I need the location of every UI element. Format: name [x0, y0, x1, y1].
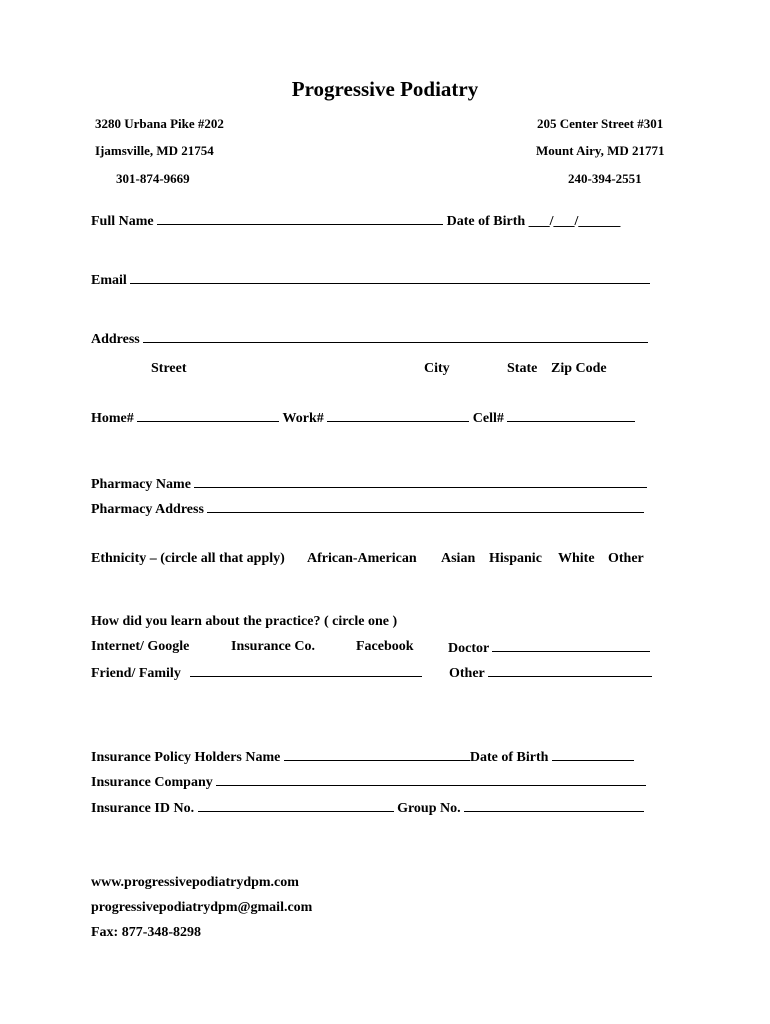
footer-fax: Fax: 877-348-8298	[91, 925, 202, 940]
address-zip-caption: Zip Code	[551, 361, 607, 376]
right-office-street: 205 Center Street #301	[537, 116, 664, 131]
insurance-holder-dob-field[interactable]	[552, 748, 634, 761]
ethnicity-label: Ethnicity – (circle all that apply)	[91, 551, 285, 566]
pharmacy-address-field[interactable]	[207, 500, 644, 513]
right-office-city: Mount Airy, MD 21771	[536, 143, 665, 158]
phone-row	[91, 409, 635, 428]
full-name-field[interactable]	[157, 212, 443, 225]
home-phone-label: Home#	[91, 411, 134, 426]
referral-option-insurance[interactable]: Insurance Co.	[231, 639, 316, 654]
email-field[interactable]	[130, 271, 650, 284]
referral-friend-field[interactable]	[190, 664, 422, 677]
address-state-caption: State	[507, 361, 538, 376]
ethnicity-option-african-american[interactable]: African-American	[307, 551, 417, 566]
group-no-label: Group No.	[397, 801, 461, 816]
email-label: Email	[91, 273, 127, 288]
full-name-label: Full Name	[91, 214, 154, 229]
pharmacy-address-row	[91, 500, 644, 519]
insurance-company-label: Insurance Company	[91, 775, 213, 790]
insurance-holder-row	[91, 748, 634, 767]
cell-phone-label: Cell#	[472, 411, 504, 426]
left-office-city: Ijamsville, MD 21754	[95, 143, 214, 158]
insurance-company-field[interactable]	[216, 773, 646, 786]
address-street-caption: Street	[151, 361, 187, 376]
footer-website: www.progressivepodiatrydpm.com	[91, 875, 299, 890]
left-office-street: 3280 Urbana Pike #202	[95, 116, 224, 131]
referral-option-internet[interactable]: Internet/ Google	[91, 639, 190, 654]
insurance-id-row	[91, 799, 644, 818]
left-office-phone: 301-874-9669	[116, 171, 190, 186]
group-no-field[interactable]	[464, 799, 644, 812]
email-row	[91, 271, 650, 290]
pharmacy-name-row	[91, 475, 647, 494]
referral-option-doctor[interactable]: Doctor	[448, 641, 489, 656]
footer-email: progressivepodiatrydpm@gmail.com	[91, 900, 313, 915]
referral-friend-row	[91, 664, 422, 683]
cell-phone-field[interactable]	[507, 409, 635, 422]
referral-option-friend[interactable]: Friend/ Family	[91, 666, 181, 681]
referral-option-other[interactable]: Other	[449, 666, 485, 681]
page-title: Progressive Podiatry	[291, 77, 479, 101]
referral-other-row	[449, 664, 652, 683]
insurance-holder-dob-label: Date of Birth	[469, 750, 549, 765]
full-name-row	[91, 212, 620, 231]
home-phone-field[interactable]	[137, 409, 279, 422]
pharmacy-name-field[interactable]	[194, 475, 647, 488]
ethnicity-option-white[interactable]: White	[558, 551, 595, 566]
referral-question: How did you learn about the practice? ( circle one )	[91, 614, 398, 629]
insurance-id-label: Insurance ID No.	[91, 801, 195, 816]
pharmacy-name-label: Pharmacy Name	[91, 477, 191, 492]
dob-field[interactable]: ___/___/______	[528, 214, 621, 229]
referral-other-field[interactable]	[488, 664, 652, 677]
referral-doctor-field[interactable]	[492, 639, 650, 652]
pharmacy-address-label: Pharmacy Address	[91, 502, 204, 517]
address-row	[91, 330, 648, 349]
insurance-holder-label: Insurance Policy Holders Name	[91, 750, 281, 765]
ethnicity-option-asian[interactable]: Asian	[441, 551, 476, 566]
referral-doctor-row	[448, 639, 650, 658]
insurance-holder-field[interactable]	[284, 748, 470, 761]
work-phone-field[interactable]	[327, 409, 469, 422]
ethnicity-option-hispanic[interactable]: Hispanic	[489, 551, 542, 566]
referral-option-facebook[interactable]: Facebook	[356, 639, 414, 654]
right-office-phone: 240-394-2551	[568, 171, 642, 186]
dob-label: Date of Birth	[446, 214, 526, 229]
insurance-company-row	[91, 773, 646, 792]
ethnicity-option-other[interactable]: Other	[608, 551, 644, 566]
address-field[interactable]	[143, 330, 648, 343]
insurance-id-field[interactable]	[198, 799, 394, 812]
address-city-caption: City	[424, 361, 450, 376]
work-phone-label: Work#	[282, 411, 324, 426]
address-label: Address	[91, 332, 140, 347]
